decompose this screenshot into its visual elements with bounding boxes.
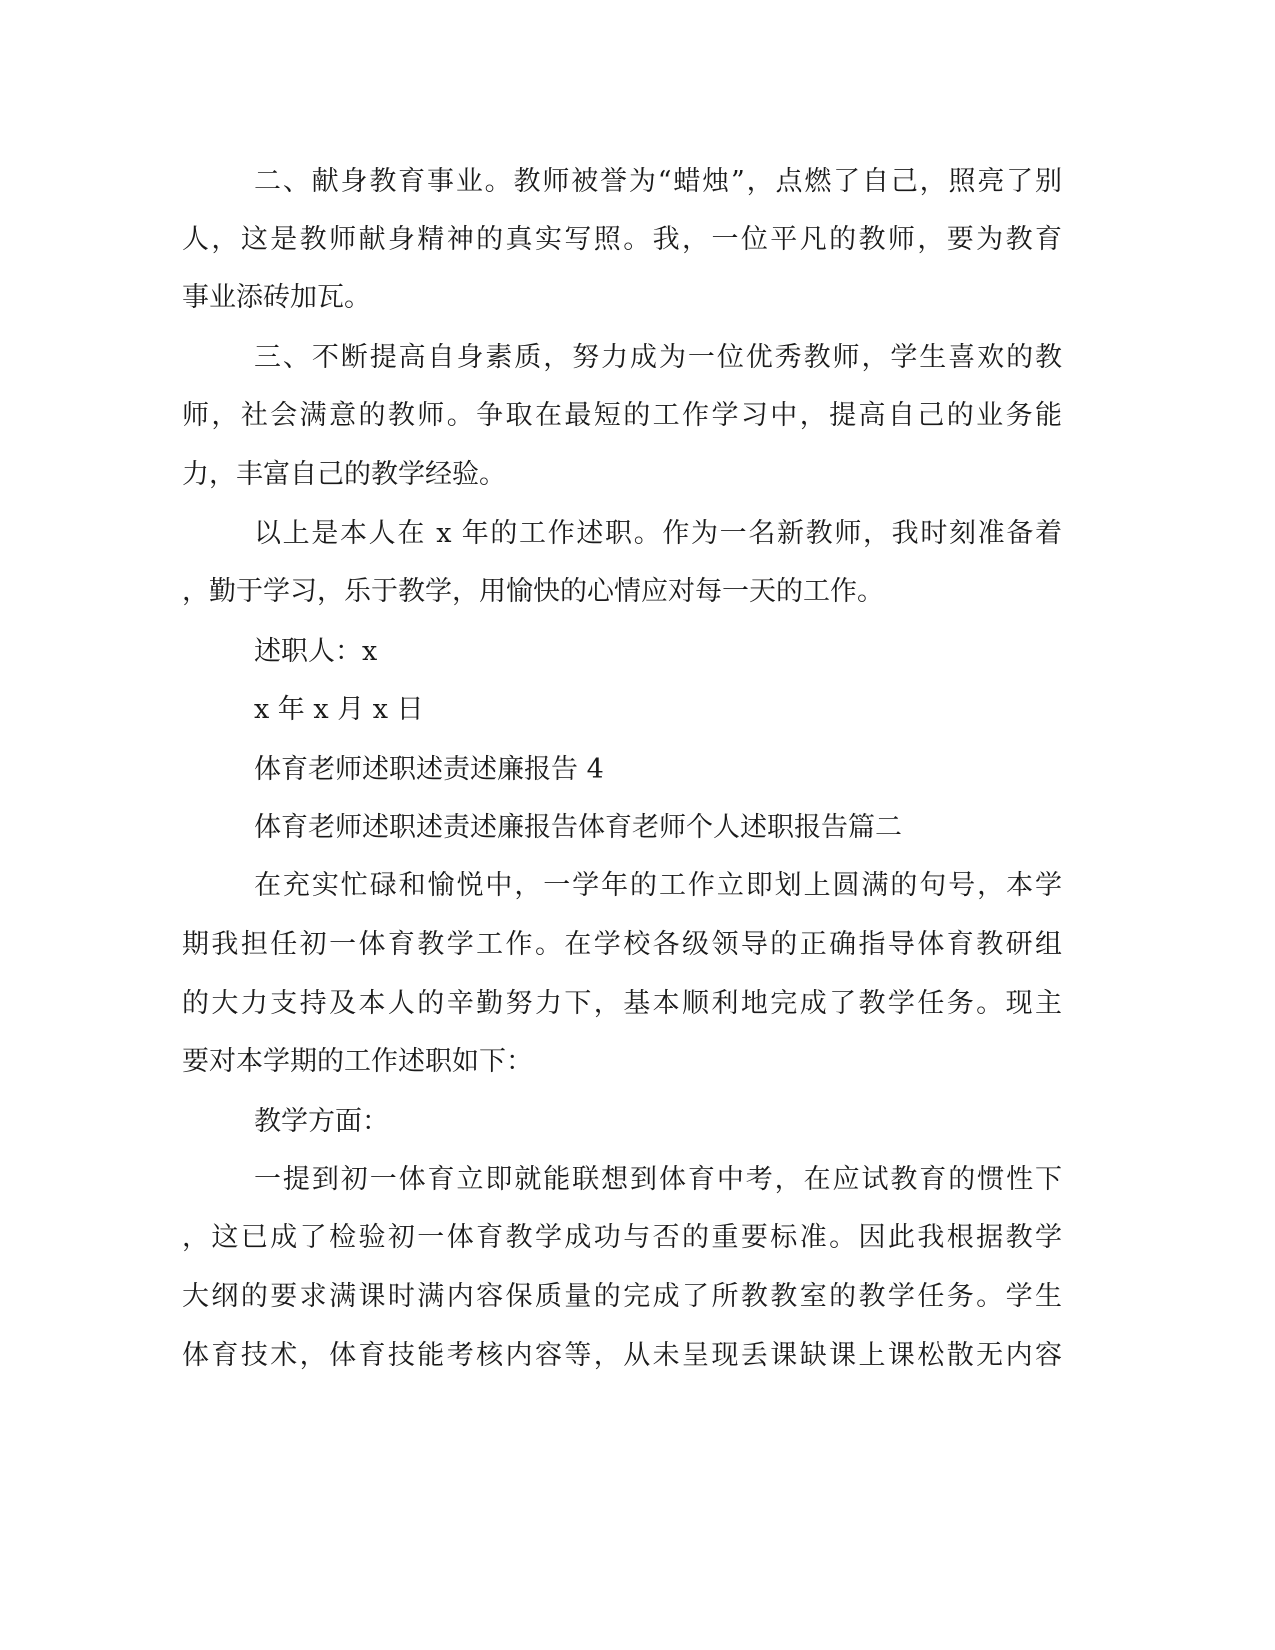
report-date: x 年 x 月 x 日 xyxy=(254,694,424,725)
teaching-paragraph-line-4: 体育技术，体育技能考核内容等，从未呈现丢课缺课上课松散无内容 xyxy=(182,1340,1062,1371)
paragraph-3-line-1: 三、不断提高自身素质，努力成为一位优秀教师，学生喜欢的教 xyxy=(254,342,1062,373)
summary-line-2: ，勤于学习，乐于教学，用愉快的心情应对每一天的工作。 xyxy=(182,576,884,607)
intro-paragraph-line-3: 的大力支持及本人的辛勤努力下，基本顺利地完成了教学任务。现主 xyxy=(182,988,1062,1019)
teaching-paragraph-line-2: ，这已成了检验初一体育教学成功与否的重要标准。因此我根据教学 xyxy=(182,1222,1062,1253)
paragraph-2-line-3: 事业添砖加瓦。 xyxy=(182,282,371,313)
intro-paragraph-line-4: 要对本学期的工作述职如下： xyxy=(182,1046,533,1077)
section-heading-4: 体育老师述职述责述廉报告 4 xyxy=(254,754,604,785)
paragraph-3-line-2: 师，社会满意的教师。争取在最短的工作学习中，提高自己的业务能 xyxy=(182,400,1062,431)
reporter-signature: 述职人：x xyxy=(254,636,378,667)
teaching-heading: 教学方面： xyxy=(254,1106,389,1137)
teaching-paragraph-line-1: 一提到初一体育立即就能联想到体育中考，在应试教育的惯性下 xyxy=(254,1164,1062,1195)
summary-line-1: 以上是本人在 x 年的工作述职。作为一名新教师，我时刻准备着 xyxy=(254,518,1062,549)
paragraph-3-line-3: 力，丰富自己的教学经验。 xyxy=(182,459,506,490)
intro-paragraph-line-1: 在充实忙碌和愉悦中，一学年的工作立即划上圆满的句号，本学 xyxy=(254,870,1062,901)
section-subheading: 体育老师述职述责述廉报告体育老师个人述职报告篇二 xyxy=(254,812,902,843)
paragraph-2-line-2: 人，这是教师献身精神的真实写照。我，一位平凡的教师，要为教育 xyxy=(182,224,1062,255)
intro-paragraph-line-2: 期我担任初一体育教学工作。在学校各级领导的正确指导体育教研组 xyxy=(182,929,1062,960)
paragraph-2-line-1: 二、献身教育事业。教师被誉为“蜡烛”，点燃了自己，照亮了别 xyxy=(254,166,1062,197)
teaching-paragraph-line-3: 大纲的要求满课时满内容保质量的完成了所教教室的教学任务。学生 xyxy=(182,1281,1062,1312)
